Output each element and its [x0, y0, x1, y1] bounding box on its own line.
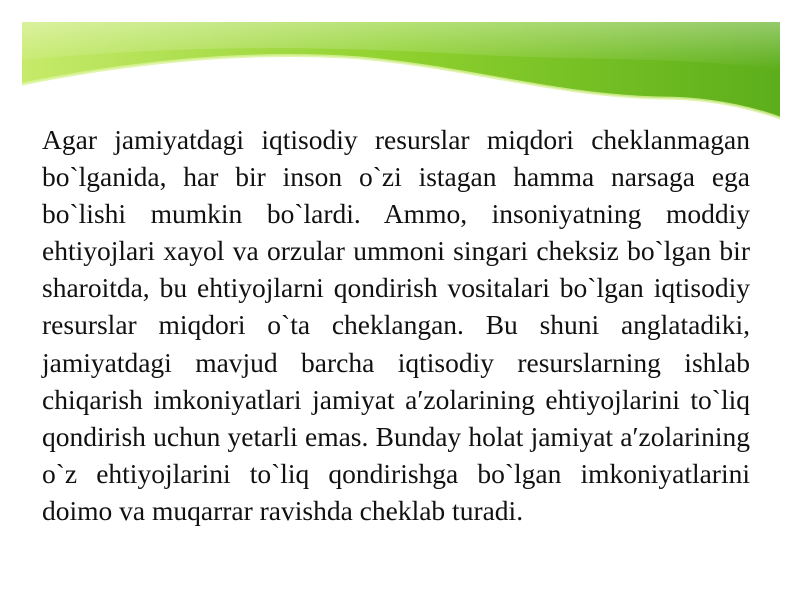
green-wave-banner	[0, 0, 800, 140]
body-paragraph: Agar jamiyatdagi iqtisodiy resurslar miqdori cheklanmagan bo`lganida, har bir inson o`zi istagan hamma narsaga ega bo`lishi mumkin bo`lardi. Ammo, insoniyatning moddiy ehtiyojlari xayol va orzular ummoni singari cheksiz bo`lgan bir sharoitda, bu ehtiyojlarni qondirish vositalari bo`lgan iqtisodiy resurslar miqdori o`ta cheklangan. Bu shuni anglatadiki, jamiyatdagi mavjud barcha iqtisodiy resurslarning ishlab chiqarish imkoniyatlari jamiyat a′zolarining ehtiyojlarini to`liq qondirish uchun yetarli emas. Bunday holat jamiyat a′zolarining o`z ehtiyojlarini to`liq qondirishga bo`lgan imkoniyatlarini doimo va muqarrar ravishda cheklab turadi.	[42, 124, 750, 526]
